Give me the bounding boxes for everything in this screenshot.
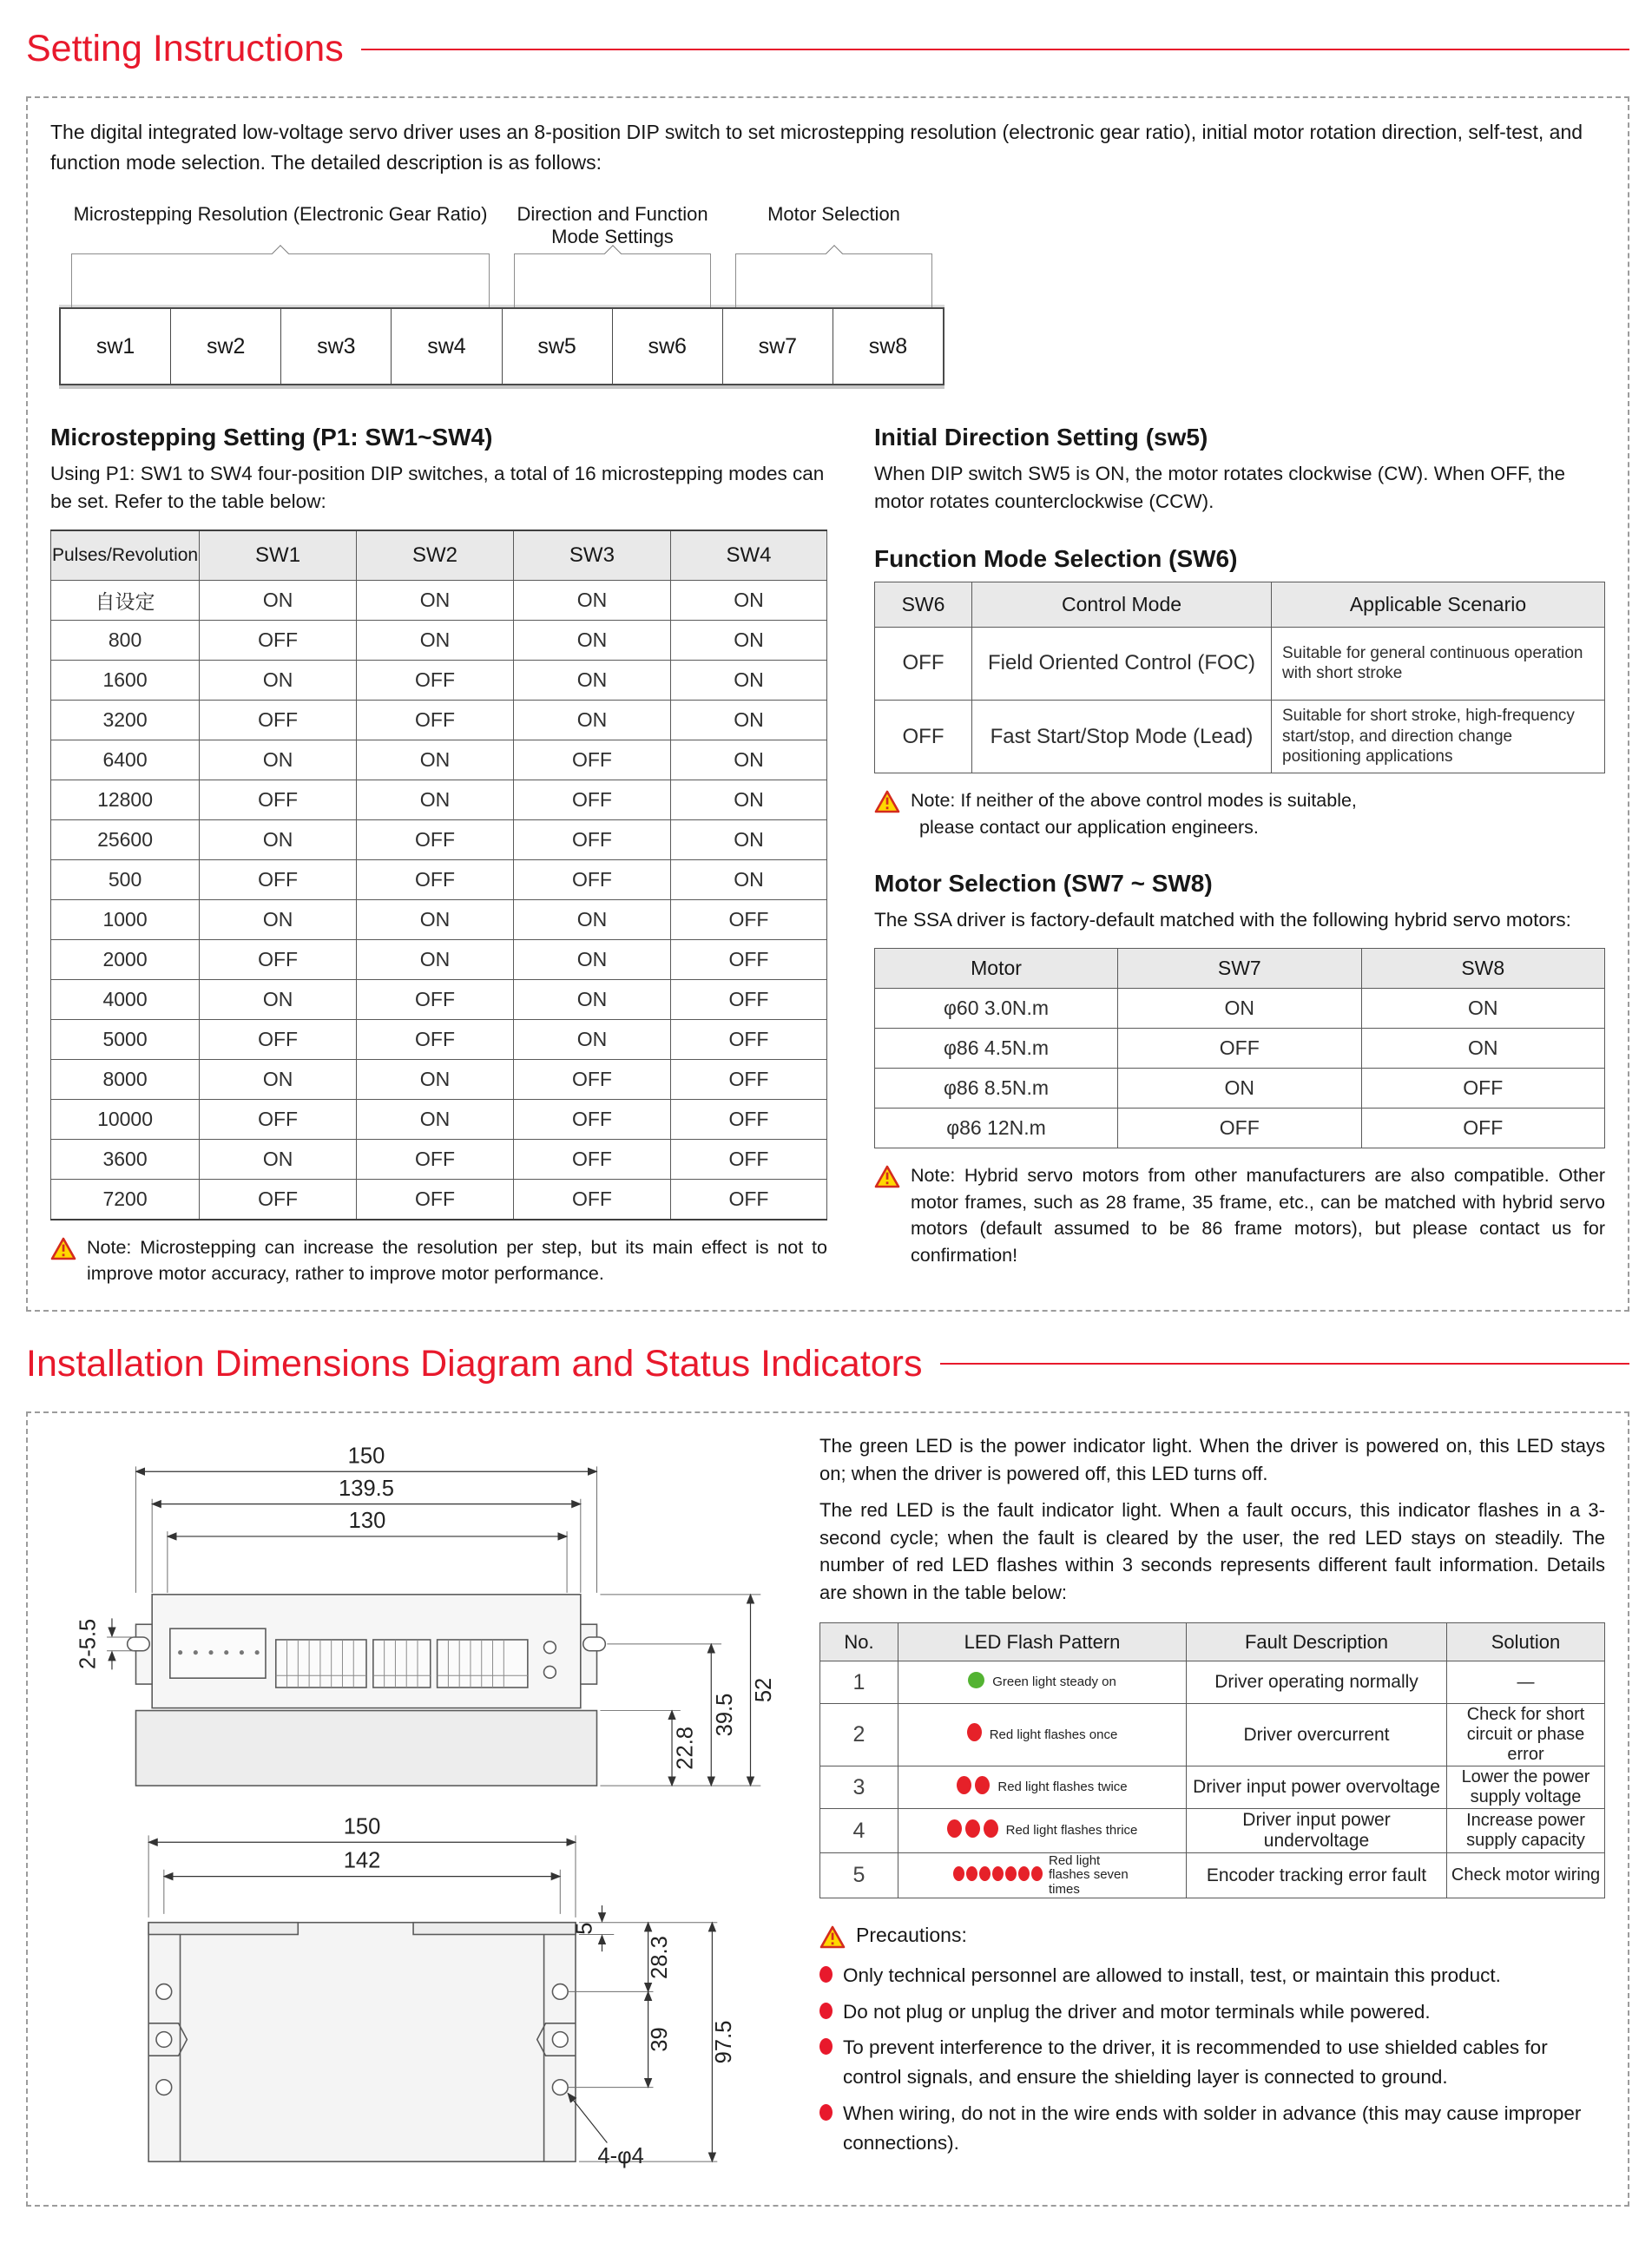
table-cell: ON: [670, 701, 826, 740]
direction-body: When DIP switch SW5 is ON, the motor rotates clockwise (CW). When OFF, the motor rotates counterclockwise (CCW).: [874, 463, 1566, 512]
table-cell: 4000: [51, 980, 200, 1020]
precautions-list: [819, 1961, 1605, 2158]
motor-selection-section: [874, 870, 1605, 1268]
table-cell: Suitable for general continuous operation with short stroke: [1272, 627, 1605, 700]
dim-label-39: 39: [648, 2027, 673, 2052]
dimension-drawings: [50, 1432, 790, 2182]
red-led-dot-icon: [953, 1866, 964, 1881]
solution: Lower the power supply voltage: [1447, 1766, 1605, 1809]
table-cell: OFF: [357, 661, 514, 701]
table-cell: 1000: [51, 900, 200, 940]
note-text-line1: Note: If neither of the above control modes is suitable,: [911, 790, 1357, 812]
fault-description: Driver overcurrent: [1187, 1704, 1447, 1766]
warning-icon: [819, 1925, 846, 1949]
dip-switch-sw6: sw6: [613, 309, 723, 384]
note-text: Note: Microstepping can increase the resolution per step, but its main effect is not to improve motor accuracy, rather to improve motor performance.: [87, 1236, 827, 1285]
column-header: Applicable Scenario: [1272, 582, 1605, 627]
column-header: LED Flash Pattern: [898, 1623, 1187, 1661]
column-header: Pulses/Revolution: [51, 530, 200, 581]
column-header: SW8: [1361, 949, 1604, 989]
table-cell: OFF: [670, 980, 826, 1020]
fault-description: Encoder tracking error fault: [1187, 1853, 1447, 1898]
motor-selection-heading: Motor Selection (SW7 ~ SW8): [874, 870, 1213, 898]
table-cell: OFF: [513, 1060, 670, 1100]
led-flash-pattern: [899, 1819, 1185, 1843]
table-row: [51, 900, 827, 940]
led-table-row: [820, 1766, 1605, 1809]
table-cell: OFF: [200, 621, 357, 661]
mounting-view-drawing: [50, 1803, 785, 2170]
direction-section: [874, 424, 1605, 516]
dip-switch-sw2: sw2: [171, 309, 281, 384]
table-row: [51, 581, 827, 621]
table-cell: ON: [513, 1020, 670, 1060]
row-number: 4: [820, 1809, 898, 1853]
table-cell: ON: [200, 820, 357, 860]
column-header: SW2: [357, 530, 514, 581]
table-header-row: [51, 530, 827, 581]
warning-icon: [874, 790, 900, 813]
dip-switch-sw8: sw8: [868, 333, 908, 359]
table-cell: OFF: [1361, 1109, 1604, 1148]
table-cell: OFF: [670, 1020, 826, 1060]
red-led-dot-icon: [992, 1866, 1004, 1881]
table-cell: OFF: [670, 1100, 826, 1140]
column-header: No.: [820, 1623, 898, 1661]
red-led-dot-icon: [1005, 1866, 1017, 1881]
dip-switch-sw4: sw4: [392, 309, 502, 384]
dim-label-130: 130: [348, 1509, 386, 1534]
table-cell: OFF: [670, 1180, 826, 1220]
table-cell: ON: [670, 661, 826, 701]
table-cell: ON: [357, 740, 514, 780]
red-led-dot-icon: [1018, 1866, 1030, 1881]
motor-selection-note: [874, 1162, 1605, 1268]
table-row: [51, 701, 827, 740]
table-row: [51, 1140, 827, 1180]
table-row: [51, 1180, 827, 1220]
table-row: [51, 1100, 827, 1140]
led-table-row: [820, 1704, 1605, 1766]
table-row: [875, 627, 1605, 700]
table-cell: OFF: [513, 1180, 670, 1220]
led-flash-pattern: [899, 1854, 1185, 1897]
motor-selection-table: [874, 948, 1605, 1148]
microstepping-table: [50, 530, 827, 1220]
precaution-item: [819, 2099, 1605, 2158]
table-cell: OFF: [670, 940, 826, 980]
precautions-heading: Precautions:: [856, 1924, 967, 1947]
green-led-dot-icon: [968, 1672, 984, 1688]
column-header: Control Mode: [972, 582, 1272, 627]
led-table-row: [820, 1661, 1605, 1704]
precaution-text: To prevent interference to the driver, it is recommended to use shielded cables for control signals, and ensure the shielding layer is connected to ground.: [843, 2036, 1548, 2089]
table-row: [875, 1109, 1605, 1148]
note-text-line2: please contact our application engineers.: [919, 816, 1259, 838]
table-cell: ON: [1118, 989, 1361, 1029]
dip-switch-sw3: sw3: [281, 309, 392, 384]
precaution-item: [819, 1961, 1605, 1990]
table-cell: OFF: [357, 1020, 514, 1060]
dip-switch-row: [59, 307, 944, 385]
installation-box: [26, 1411, 1629, 2207]
table-cell: ON: [200, 1060, 357, 1100]
table-cell: 6400: [51, 740, 200, 780]
pattern-label: Green light steady on: [992, 1674, 1116, 1690]
table-cell: 8000: [51, 1060, 200, 1100]
table-cell: OFF: [513, 1140, 670, 1180]
motor-selection-body: The SSA driver is factory-default matched with the following hybrid servo motors:: [874, 909, 1571, 931]
table-cell: ON: [200, 900, 357, 940]
dim-label-150: 150: [343, 1814, 381, 1839]
table-cell: ON: [1361, 989, 1604, 1029]
function-mode-heading: Function Mode Selection (SW6): [874, 544, 1238, 572]
dip-group-labels: [59, 203, 944, 248]
pattern-label: Red light flashes thrice: [1005, 1823, 1138, 1839]
bracket-wrap: [502, 253, 723, 307]
dim-label-holes: 4-φ4: [597, 2144, 644, 2169]
bracket-microstepping: [71, 253, 490, 307]
table-cell: OFF: [200, 1100, 357, 1140]
table-cell: OFF: [357, 980, 514, 1020]
column-header: SW7: [1118, 949, 1361, 989]
table-cell: φ86 4.5N.m: [875, 1029, 1118, 1069]
bracket-wrap: [59, 253, 502, 307]
solution: Check motor wiring: [1447, 1853, 1605, 1898]
table-cell: OFF: [200, 780, 357, 820]
table-cell: 25600: [51, 820, 200, 860]
table-cell: Suitable for short stroke, high-frequency start/stop, and direction change positioning applications: [1272, 700, 1605, 773]
led-table-row: [820, 1809, 1605, 1853]
table-cell: ON: [357, 1060, 514, 1100]
intro-paragraph: The digital integrated low-voltage servo driver uses an 8-position DIP switch to set microstepping resolution (electronic gear ratio), initial motor rotation direction, self-test, and function mode selection. The detailed description is as follows:: [50, 121, 1583, 174]
setting-instructions-box: [26, 96, 1629, 1312]
table-cell: ON: [513, 621, 670, 661]
table-row: [51, 661, 827, 701]
red-led-paragraph: The red LED is the fault indicator light. When a fault occurs, this indicator flashes in a 3-second cycle; when the fault is cleared by the user, the red LED stays on steadily. The number of red LED flashes within 3 seconds represents different fault information. Details are shown in the table below:: [819, 1498, 1605, 1604]
dim-label-142: 142: [343, 1848, 381, 1873]
dip-brackets: [59, 253, 944, 307]
fault-description: Driver input power undervoltage: [1187, 1809, 1447, 1853]
table-cell: OFF: [670, 1140, 826, 1180]
table-cell: 12800: [51, 780, 200, 820]
table-cell: 自设定: [51, 581, 200, 621]
led-table-row: [820, 1853, 1605, 1898]
table-cell: OFF: [1118, 1109, 1361, 1148]
column-header: SW1: [200, 530, 357, 581]
microstepping-section: [50, 420, 827, 1287]
section2-title-rule: [940, 1363, 1629, 1365]
table-cell: OFF: [875, 700, 972, 773]
table-row: [875, 700, 1605, 773]
table-cell: OFF: [513, 820, 670, 860]
dim-label-22-8: 22.8: [673, 1726, 698, 1770]
red-bullet-icon: [819, 2003, 833, 2019]
table-header-row: [820, 1623, 1605, 1661]
led-flash-pattern: [899, 1776, 1185, 1799]
table-cell: OFF: [200, 1020, 357, 1060]
table-cell: Field Oriented Control (FOC): [972, 627, 1272, 700]
table-cell: OFF: [1361, 1069, 1604, 1109]
table-cell: OFF: [200, 940, 357, 980]
precaution-text: Only technical personnel are allowed to install, test, or maintain this product.: [843, 1964, 1501, 1986]
table-cell: OFF: [513, 740, 670, 780]
table-cell: OFF: [513, 780, 670, 820]
table-cell: ON: [670, 780, 826, 820]
table-cell: ON: [200, 661, 357, 701]
table-cell: ON: [1118, 1069, 1361, 1109]
microstepping-body: Using P1: SW1 to SW4 four-position DIP switches, a total of 16 microstepping modes can be set. Refer to the table below:: [50, 463, 825, 512]
table-cell: ON: [513, 940, 670, 980]
microstepping-note: [50, 1234, 827, 1287]
table-cell: OFF: [1118, 1029, 1361, 1069]
table-cell: OFF: [875, 627, 972, 700]
dim-label-52: 52: [752, 1677, 777, 1703]
column-header: SW4: [670, 530, 826, 581]
table-cell: 500: [51, 860, 200, 900]
solution: Increase power supply capacity: [1447, 1809, 1605, 1853]
table-cell: φ86 8.5N.m: [875, 1069, 1118, 1109]
column-header: SW6: [875, 582, 972, 627]
red-led-dot-icon: [979, 1866, 991, 1881]
table-cell: ON: [200, 740, 357, 780]
table-cell: ON: [200, 581, 357, 621]
table-cell: OFF: [200, 701, 357, 740]
column-header: SW3: [513, 530, 670, 581]
front-view-drawing: [50, 1432, 785, 1791]
table-cell: OFF: [670, 1060, 826, 1100]
section2-title-row: [26, 1343, 1629, 1385]
table-row: [51, 980, 827, 1020]
table-cell: ON: [670, 860, 826, 900]
pattern-label: Red light flashes once: [989, 1727, 1118, 1742]
table-cell: φ86 12N.m: [875, 1109, 1118, 1148]
table-cell: ON: [670, 740, 826, 780]
function-mode-section: [874, 545, 1605, 840]
note-text: Note: Hybrid servo motors from other manufacturers are also compatible. Other motor frames, such as 28 frame, 35 frame, etc., can be matched with hybrid servo motors (default assumed to be 86 frame motors), but please contact us for confirmation!: [911, 1165, 1605, 1266]
table-header-row: [875, 949, 1605, 989]
column-header: Fault Description: [1187, 1623, 1447, 1661]
section1-title: Setting Instructions: [26, 28, 344, 69]
table-row: [51, 860, 827, 900]
table-cell: ON: [670, 581, 826, 621]
table-cell: Fast Start/Stop Mode (Lead): [972, 700, 1272, 773]
dim-label-28-3: 28.3: [648, 1936, 673, 1979]
red-led-dot-icon: [965, 1819, 980, 1838]
section2-title: Installation Dimensions Diagram and Status Indicators: [26, 1342, 923, 1385]
table-cell: ON: [357, 900, 514, 940]
dim-label-5: 5: [572, 1922, 597, 1935]
red-led-dot-icon: [984, 1819, 998, 1838]
section1-title-rule: [361, 49, 1629, 50]
row-number: 2: [820, 1704, 898, 1766]
table-cell: OFF: [357, 701, 514, 740]
table-cell: OFF: [200, 860, 357, 900]
table-cell: ON: [513, 900, 670, 940]
table-cell: ON: [670, 820, 826, 860]
precaution-text: When wiring, do not in the wire ends with solder in advance (this may cause improper connections).: [843, 2102, 1582, 2154]
table-cell: ON: [513, 701, 670, 740]
led-flash-pattern: [899, 1723, 1185, 1747]
table-cell: 1600: [51, 661, 200, 701]
dip-switch-sw5: sw5: [503, 309, 613, 384]
dip-switch-sw7: sw7: [723, 309, 833, 384]
dip-group-label-direction: Direction and Function Mode Settings: [517, 203, 708, 247]
green-led-paragraph: The green LED is the power indicator light. When the driver is powered on, this LED stays on; when the driver is powered off, this LED turns off.: [819, 1434, 1605, 1484]
dip-group-label-motor: Motor Selection: [767, 203, 900, 225]
column-header: Motor: [875, 949, 1118, 989]
table-row: [875, 989, 1605, 1029]
table-cell: 2000: [51, 940, 200, 980]
row-number: 3: [820, 1766, 898, 1809]
table-row: [51, 1020, 827, 1060]
red-led-dot-icon: [947, 1819, 962, 1838]
red-led-dot-icon: [1031, 1866, 1043, 1881]
bracket-direction: [514, 253, 711, 307]
dim-label-139-5: 139.5: [339, 1476, 394, 1501]
table-row: [51, 1060, 827, 1100]
row-number: 1: [820, 1661, 898, 1704]
red-led-dot-icon: [957, 1776, 971, 1794]
solution: Check for short circuit or phase error: [1447, 1704, 1605, 1766]
fault-description: Driver input power overvoltage: [1187, 1766, 1447, 1809]
table-row: [51, 940, 827, 980]
row-number: 5: [820, 1853, 898, 1898]
precautions-heading-row: [819, 1923, 1605, 1949]
dim-label-slot: 2-5.5: [76, 1618, 101, 1669]
table-cell: 3200: [51, 701, 200, 740]
table-cell: ON: [513, 661, 670, 701]
section1-title-row: [26, 28, 1629, 70]
table-cell: OFF: [357, 820, 514, 860]
table-row: [875, 1029, 1605, 1069]
pattern-label: Red light flashes twice: [997, 1780, 1128, 1795]
red-bullet-icon: [819, 2038, 833, 2055]
table-row: [51, 820, 827, 860]
function-mode-note: [874, 787, 1605, 840]
table-cell: ON: [357, 621, 514, 661]
table-cell: OFF: [357, 1180, 514, 1220]
bracket-motor: [735, 253, 932, 307]
precaution-item: [819, 2033, 1605, 2092]
table-cell: 800: [51, 621, 200, 661]
table-cell: ON: [357, 780, 514, 820]
solution: —: [1447, 1661, 1605, 1704]
dim-label-39-5: 39.5: [712, 1693, 737, 1737]
table-cell: ON: [357, 1100, 514, 1140]
table-cell: OFF: [200, 1180, 357, 1220]
precaution-text: Do not plug or unplug the driver and motor terminals while powered.: [843, 2000, 1431, 2023]
dip-switch-diagram: [59, 203, 944, 385]
table-cell: 10000: [51, 1100, 200, 1140]
table-cell: ON: [513, 980, 670, 1020]
red-led-dot-icon: [967, 1723, 982, 1741]
table-cell: ON: [357, 581, 514, 621]
table-cell: OFF: [357, 1140, 514, 1180]
table-cell: ON: [357, 940, 514, 980]
dip-switch-sw1: sw1: [61, 309, 171, 384]
microstepping-heading: Microstepping Setting (P1: SW1~SW4): [50, 424, 493, 451]
function-mode-table: [874, 582, 1605, 773]
precaution-item: [819, 1997, 1605, 2027]
table-row: [51, 780, 827, 820]
bracket-wrap: [723, 253, 944, 307]
table-cell: ON: [1361, 1029, 1604, 1069]
red-led-dot-icon: [975, 1776, 990, 1794]
warning-icon: [874, 1165, 900, 1188]
direction-heading: Initial Direction Setting (sw5): [874, 424, 1208, 451]
warning-icon: [50, 1237, 76, 1260]
red-led-dot-icon: [966, 1866, 977, 1881]
table-cell: 5000: [51, 1020, 200, 1060]
table-cell: OFF: [513, 1100, 670, 1140]
table-cell: ON: [200, 980, 357, 1020]
pattern-label: Red light flashes seven times: [1049, 1853, 1129, 1897]
fault-description: Driver operating normally: [1187, 1661, 1447, 1704]
table-cell: 3600: [51, 1140, 200, 1180]
column-header: Solution: [1447, 1623, 1605, 1661]
table-cell: ON: [513, 581, 670, 621]
table-header-row: [875, 582, 1605, 627]
table-row: [51, 621, 827, 661]
table-cell: OFF: [670, 900, 826, 940]
led-flash-pattern: [899, 1672, 1185, 1694]
table-row: [51, 740, 827, 780]
table-cell: ON: [200, 1140, 357, 1180]
table-cell: 7200: [51, 1180, 200, 1220]
red-bullet-icon: [819, 2104, 833, 2121]
table-cell: ON: [670, 621, 826, 661]
dim-label-150: 150: [347, 1444, 385, 1469]
table-cell: OFF: [357, 860, 514, 900]
dim-label-97-5: 97.5: [712, 2020, 737, 2064]
table-cell: OFF: [513, 860, 670, 900]
table-cell: φ60 3.0N.m: [875, 989, 1118, 1029]
table-row: [875, 1069, 1605, 1109]
led-status-table: [819, 1622, 1605, 1898]
dip-group-label-microstepping: Microstepping Resolution (Electronic Gear Ratio): [73, 203, 488, 225]
red-bullet-icon: [819, 1966, 833, 1983]
